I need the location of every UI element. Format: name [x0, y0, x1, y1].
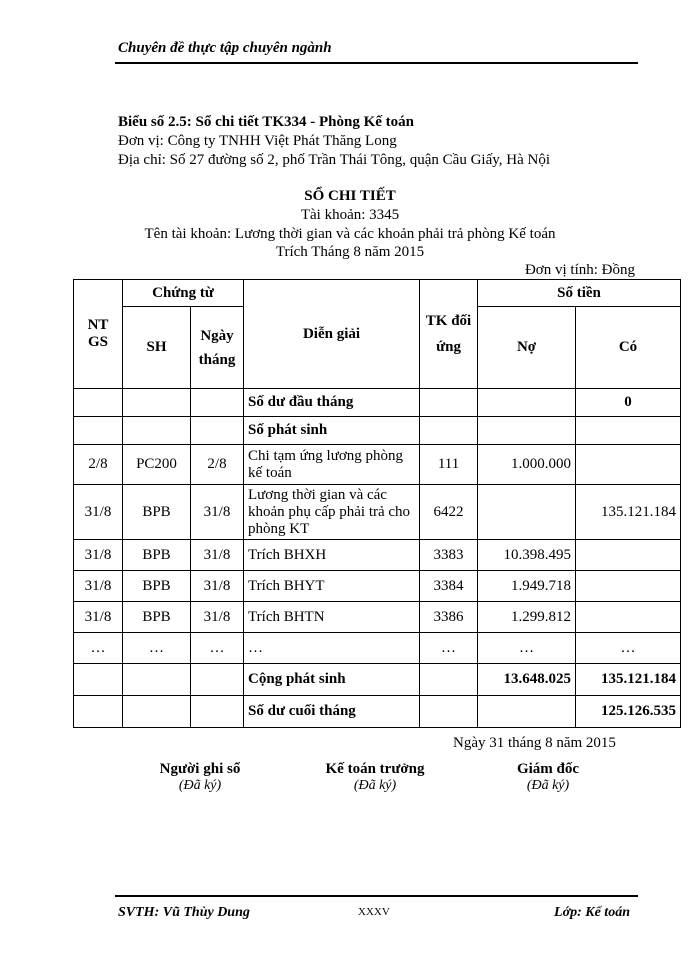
table-row: [74, 485, 681, 540]
chief-signed: (Đã ký): [353, 778, 397, 793]
total-no: 13.648.025: [478, 664, 576, 696]
closing-balance-row: [74, 696, 681, 728]
director-signed: (Đã ký): [526, 778, 570, 793]
col-dien-giai: Diễn giải: [244, 280, 420, 389]
table-row: [74, 571, 681, 602]
cell-tk: 3383: [420, 540, 478, 571]
cell-co: 135.121.184: [576, 485, 681, 540]
cell-ngay: …: [191, 633, 244, 664]
cell-ntgs: 31/8: [74, 602, 123, 633]
table-row: [74, 445, 681, 485]
arising-row: [74, 417, 681, 445]
cell-ntgs: 31/8: [74, 485, 123, 540]
footer-page-number: XXXV: [358, 906, 390, 918]
company-address: Địa chỉ: Số 27 đường số 2, phố Trần Thái Tông, quận Cầu Giấy, Hà Nội: [118, 152, 551, 168]
cell-sh: BPB: [123, 540, 191, 571]
recorder-signed: (Đã ký): [178, 778, 222, 793]
cell-co: [576, 445, 681, 485]
director-title: Giám đốc: [516, 761, 580, 777]
arising-label: Số phát sinh: [244, 417, 420, 445]
recorder-title: Người ghi sổ: [159, 761, 241, 777]
cell-ngay: 31/8: [191, 485, 244, 540]
form-title: Biểu số 2.5: Sổ chi tiết TK334 - Phòng Kế toán: [118, 114, 414, 130]
cell-ntgs: 31/8: [74, 571, 123, 602]
cell-tk: 111: [420, 445, 478, 485]
col-ntgs: NT GS: [74, 280, 123, 389]
cell-dien-giai: Trích BHTN: [244, 602, 420, 633]
page-header-title: Chuyên đề thực tập chuyên ngành: [118, 40, 332, 56]
director-signature: [488, 761, 608, 794]
total-row: [74, 664, 681, 696]
cell-no: 1.000.000: [478, 445, 576, 485]
cell-dien-giai: Lương thời gian và các khoản phụ cấp phải trả cho phòng KT: [244, 485, 420, 540]
footer-student: SVTH: Vũ Thùy Dung: [118, 905, 250, 920]
cell-ngay: 31/8: [191, 571, 244, 602]
cell-co: …: [576, 633, 681, 664]
col-no: Nợ: [478, 307, 576, 389]
sign-date: Ngày 31 tháng 8 năm 2015: [453, 735, 616, 751]
cell-no: 1.299.812: [478, 602, 576, 633]
cell-dien-giai: …: [244, 633, 420, 664]
cell-sh: PC200: [123, 445, 191, 485]
table-row: [74, 602, 681, 633]
account-name: Tên tài khoản: Lương thời gian và các khoản phải trả phòng Kế toán: [144, 226, 556, 242]
cell-co: [576, 602, 681, 633]
opening-co: 0: [576, 389, 681, 417]
ledger-table: [73, 279, 681, 728]
col-co: Có: [576, 307, 681, 389]
header-rule: [115, 62, 638, 64]
col-sh: SH: [123, 307, 191, 389]
recorder-signature: [140, 761, 260, 794]
period: Trích Tháng 8 năm 2015: [275, 244, 425, 260]
col-tk-doi-ung: TK đối ứng: [420, 280, 478, 389]
cell-no: …: [478, 633, 576, 664]
cell-co: [576, 540, 681, 571]
total-label: Cộng phát sinh: [244, 664, 420, 696]
cell-dien-giai: Trích BHYT: [244, 571, 420, 602]
table-row: [74, 633, 681, 664]
currency-unit: Đơn vị tính: Đồng: [524, 262, 635, 278]
footer-rule: [115, 895, 638, 897]
cell-sh: BPB: [123, 571, 191, 602]
cell-tk: 6422: [420, 485, 478, 540]
cell-dien-giai: Trích BHXH: [244, 540, 420, 571]
cell-co: [576, 571, 681, 602]
cell-tk: 3384: [420, 571, 478, 602]
col-ngay-thang: Ngày tháng: [191, 307, 244, 389]
col-chung-tu: Chứng từ: [123, 280, 244, 307]
cell-ntgs: …: [74, 633, 123, 664]
closing-label: Số dư cuối tháng: [244, 696, 420, 728]
cell-dien-giai: Chi tạm ứng lương phòng kế toán: [244, 445, 420, 485]
cell-ngay: 2/8: [191, 445, 244, 485]
cell-tk: 3386: [420, 602, 478, 633]
cell-sh: BPB: [123, 485, 191, 540]
ledger-title: SỔ CHI TIẾT: [304, 188, 396, 204]
account-number: Tài khoản: 3345: [300, 207, 400, 223]
cell-ngay: 31/8: [191, 540, 244, 571]
chief-signature: [305, 761, 445, 794]
table-row: [74, 540, 681, 571]
footer-class: Lớp: Kế toán: [554, 905, 630, 920]
cell-sh: BPB: [123, 602, 191, 633]
cell-no: [478, 485, 576, 540]
total-co: 135.121.184: [576, 664, 681, 696]
opening-balance-row: [74, 389, 681, 417]
opening-label: Số dư đầu tháng: [244, 389, 420, 417]
cell-no: 1.949.718: [478, 571, 576, 602]
cell-ngay: 31/8: [191, 602, 244, 633]
cell-ntgs: 31/8: [74, 540, 123, 571]
chief-title: Kế toán trưởng: [325, 761, 425, 777]
col-so-tien: Số tiền: [478, 280, 681, 307]
company-unit: Đơn vị: Công ty TNHH Việt Phát Thăng Long: [118, 133, 397, 149]
cell-tk: …: [420, 633, 478, 664]
cell-ntgs: 2/8: [74, 445, 123, 485]
closing-co: 125.126.535: [576, 696, 681, 728]
cell-sh: …: [123, 633, 191, 664]
cell-no: 10.398.495: [478, 540, 576, 571]
